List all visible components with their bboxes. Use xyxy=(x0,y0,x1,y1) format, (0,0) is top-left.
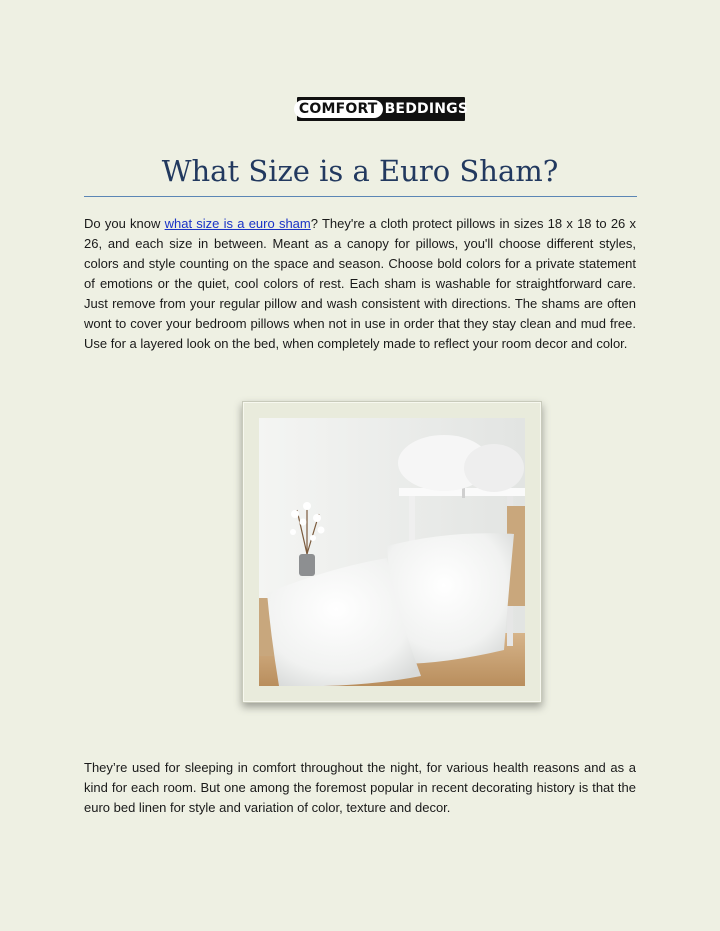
euro-sham-link[interactable]: what size is a euro sham xyxy=(164,216,311,231)
logo-beddings-text: BEDDINGS xyxy=(384,101,469,117)
pillow-photo-frame xyxy=(242,401,542,703)
title-underline xyxy=(84,196,637,197)
pillow-photo xyxy=(259,418,525,686)
logo-comfort-text: COMFORT xyxy=(294,100,383,118)
page-title: What Size is a Euro Sham? xyxy=(161,154,559,188)
brand-logo[interactable] xyxy=(297,97,469,121)
intro-text-rest: ? They're a cloth protect pillows in sizes 18 x 18 to 26 x 26, and each size in between. Meant as a canopy for pillows, you'll choose different styles, colors and style counting on the space and season. Choose bold colors for a private statement of emotions or the quiet, cool colors of rest. Each sham is washable for straightforward care. Just remove from your regular pillow and wash consistent with directions. The shams are often wont to cover your bedroom pillows when not in use in order that they stay clean and mud free. Use for a layered look on the bed, when completely made to reflect your room decor and color. xyxy=(84,216,637,351)
intro-paragraph xyxy=(84,214,636,354)
intro-text-start: Do you know xyxy=(84,216,165,231)
closing-paragraph: They’re used for sleeping in comfort throughout the night, for various health reasons and as a kind for each room. But one among the foremost popular in recent decorating history is that the euro bed linen for style and variation of color, texture and decor. xyxy=(84,760,636,815)
